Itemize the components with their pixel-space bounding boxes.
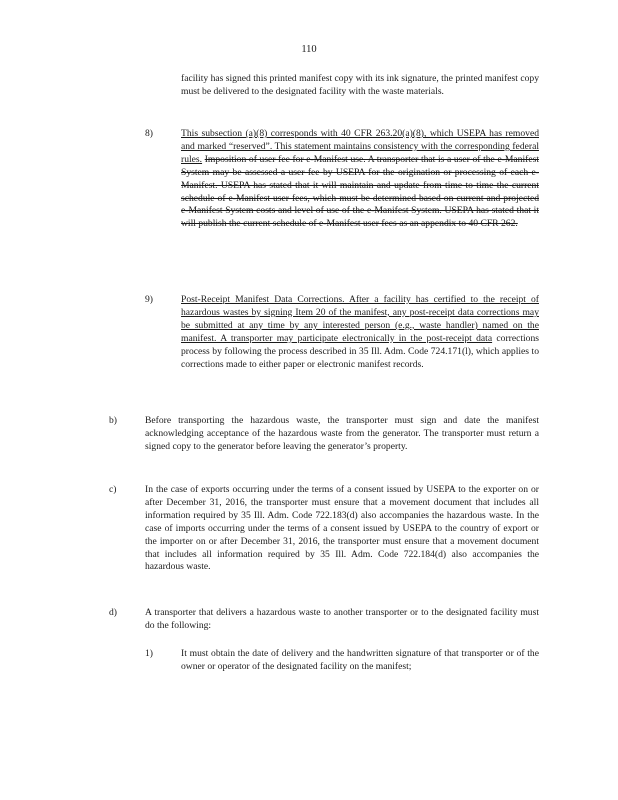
item-b-text: Before transporting the hazardous waste, the transporter must sign and date the manifest acknowledging acceptance of the hazardous waste from the generator. The transporter must return a signed copy to the generator before leaving the generator’s property. [145, 415, 539, 452]
continuation-paragraph [181, 73, 539, 99]
item-c-text: In the case of exports occurring under the terms of a consent issued by USEPA to the exporter on or after December 31, 2016, the transporter must ensure that a movement document that includes all information required by 35 Ill. Adm. Code 722.183(d) also accompanies the hazardous waste. In the case of imports occurring under the terms of a consent issued by USEPA to the country of export or the importer on or after December 31, 2016, the transporter must ensure that a movement document that includes all information required by 35 Ill. Adm. Code 722.184(d) also accompanies the hazardous waste. [145, 484, 539, 573]
item-d-text: A transporter that delivers a hazardous waste to another transporter or to the designated facility must do the following: [145, 607, 539, 631]
item-c-paragraph [145, 484, 539, 574]
item-9-paragraph [181, 294, 539, 371]
item-d1-text: It must obtain the date of delivery and the handwritten signature of that transporter or of the owner or operator of the designated facility on the manifest; [181, 648, 539, 672]
item-9-inserted-text: Post-Receipt Manifest Data Corrections. After a facility has certified to the receipt of hazardous wastes by signing Item 20 of the manifest, any post-receipt data corrections may be submitted at any time by any interested person (e.g., waste handler) named on the manifest. A transporter may participate electronically in the post-receipt data [181, 294, 539, 344]
page-number: 110 [301, 44, 317, 55]
item-d1-label: 1) [145, 648, 153, 659]
item-b-label: b) [109, 415, 117, 426]
item-d-label: d) [109, 607, 117, 618]
item-8-inserted-text: This subsection (a)(8) corresponds with 40 CFR 263.20(a)(8), which USEPA has removed and marked “reserved”. This statement maintains consistency with the corresponding federal rules. [181, 128, 539, 165]
item-8-paragraph [181, 128, 539, 231]
item-b-paragraph [145, 415, 539, 454]
item-9-label: 9) [145, 294, 153, 305]
item-8-deleted-text: Imposition of user fee for e-Manifest use. A transporter that is a user of the e-Manifest System may be assessed a user fee by USEPA for the origination or processing of each e-Manifest. USEPA has stated that it will maintain and update from time to time the current schedule of e-Manifest user fees, which must be determined based on current and projected e-Manifest System costs and level of use of the e-Manifest System. USEPA has stated that it will publish the current schedule of e-Manifest user fees as an appendix to 40 CFR 262. [181, 153, 540, 230]
item-d-paragraph [145, 607, 539, 633]
item-c-label: c) [109, 484, 117, 495]
continuation-text: facility has signed this printed manifest copy with its ink signature, the printed manifest copy must be delivered to the designated facility with the waste materials. [181, 73, 539, 97]
item-8-label: 8) [145, 128, 153, 139]
item-9-text: corrections process by following the process described in 35 Ill. Adm. Code 724.171(l), which applies to corrections made to either paper or electronic manifest records. [181, 332, 540, 370]
item-d1-paragraph [181, 648, 539, 674]
